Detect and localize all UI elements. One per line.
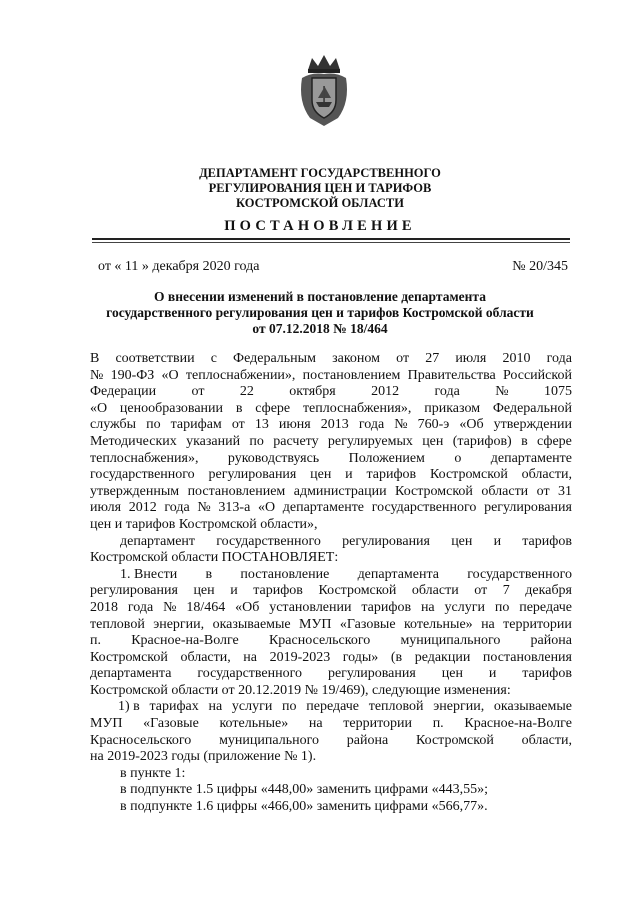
word: года — [434, 384, 460, 400]
word: по — [494, 599, 510, 615]
word: Красносельского — [90, 732, 192, 748]
word: Костромской — [429, 467, 508, 483]
word: энергии, — [433, 699, 485, 715]
word: тарифов — [522, 533, 572, 549]
word: администрации — [293, 483, 387, 499]
word: в — [235, 400, 243, 416]
body-line — [90, 650, 572, 667]
word: района — [346, 732, 389, 748]
word: по — [146, 417, 161, 433]
word: Федерации — [90, 384, 157, 400]
body-line — [90, 617, 572, 634]
word: департамента — [90, 666, 172, 682]
word: Костромской — [395, 483, 473, 499]
word: тепловой — [90, 616, 145, 632]
word: территории — [343, 716, 413, 732]
word: цен — [422, 433, 444, 449]
word: котельные» — [403, 616, 473, 632]
word: теплоснабжения», — [302, 400, 412, 416]
body-line: цен и тарифов Костромской области», — [90, 516, 318, 532]
word: Красное-на-Волге — [131, 633, 239, 649]
word: п. — [432, 716, 444, 732]
body-line: Костромской области ПОСТАНОВЛЯЕТ: — [90, 550, 339, 566]
body-line — [90, 600, 572, 617]
word: постановлением — [302, 367, 401, 383]
word: (в — [390, 649, 403, 665]
word: Методических — [90, 433, 177, 449]
word: тарифов — [366, 467, 417, 483]
word: от — [191, 384, 205, 400]
body-line — [90, 368, 572, 385]
body-line — [90, 384, 572, 401]
word: постановления — [482, 649, 572, 665]
word: 2019-2023 — [269, 649, 331, 665]
department-name — [0, 166, 640, 211]
paragraph-subitem-1 — [90, 699, 572, 765]
word: от — [396, 351, 410, 366]
word: июля — [455, 351, 487, 366]
word: 31 — [558, 483, 572, 499]
document-date: от « 11 » декабря 2020 года — [98, 259, 260, 274]
word: департамент — [120, 533, 196, 549]
word: на — [481, 616, 495, 632]
document-number: № 20/345 — [512, 259, 568, 274]
word: о — [454, 450, 462, 466]
body-line — [90, 534, 572, 551]
body-line — [90, 500, 572, 517]
word: Костромской — [415, 732, 494, 748]
word: года — [127, 599, 154, 615]
document-type-title: ПОСТАНОВЛЕНИЕ — [224, 218, 416, 234]
word: на — [243, 649, 258, 665]
word: № — [394, 417, 408, 433]
word: 2010 — [502, 351, 531, 366]
word: на — [420, 599, 435, 615]
word: по — [249, 433, 264, 449]
word: сфере — [255, 400, 291, 416]
word: цен — [193, 583, 215, 599]
word: 7 — [502, 583, 510, 599]
word: года — [546, 351, 572, 366]
word: № — [197, 500, 211, 516]
word: ценообразовании — [119, 400, 224, 416]
word: от — [231, 417, 245, 433]
word: Федеральной — [492, 400, 572, 416]
word: регулирования — [208, 467, 297, 483]
word: 1) в — [118, 699, 140, 715]
word: Российской — [502, 367, 572, 383]
word: «Об — [459, 417, 484, 433]
word: года — [358, 417, 385, 433]
body-line: Костромской области от 20.12.2019 № 19/469), следующие изменения: — [90, 682, 511, 698]
body-line — [90, 467, 572, 484]
word: руководствуясь — [227, 450, 320, 466]
body-line — [90, 484, 572, 501]
word: 1. Внести — [120, 566, 178, 582]
word: цен — [441, 666, 463, 682]
word: передаче — [519, 599, 572, 615]
header-rule-thick — [92, 238, 570, 240]
word: 313-а — [218, 500, 251, 516]
document-body — [90, 351, 572, 816]
subject-line-3: от 07.12.2018 № 18/464 — [252, 321, 388, 336]
coat-of-arms-icon — [296, 52, 352, 128]
word: муниципального — [400, 633, 501, 649]
body-line — [90, 434, 572, 451]
word: департамента — [357, 566, 439, 582]
word: 27 — [425, 351, 440, 366]
word: «О — [257, 500, 276, 516]
word: 2012 — [128, 500, 157, 516]
word: котельные» — [219, 716, 289, 732]
word: декабря — [525, 583, 572, 599]
word: 22 — [239, 384, 254, 400]
word: 2018 — [90, 599, 118, 615]
word: регулирования — [342, 533, 430, 549]
word: Федеральным — [233, 351, 316, 366]
word: по — [282, 699, 297, 715]
body-line — [90, 583, 572, 600]
word: № — [163, 599, 177, 615]
word: области, — [180, 649, 231, 665]
word: 18/464 — [186, 599, 226, 615]
word: области, — [521, 467, 572, 483]
word: июня — [278, 417, 311, 433]
word: тарифов — [361, 599, 412, 615]
word: регулируемых — [327, 433, 413, 449]
word: услуги — [231, 699, 273, 715]
date-number-line — [98, 259, 568, 275]
word: 2012 — [371, 384, 400, 400]
word: «Об — [235, 599, 260, 615]
item-subpoint-1-6: в подпункте 1.6 цифры «466,00» заменить цифрами «566,77». — [120, 799, 488, 815]
word: от — [474, 583, 488, 599]
subject-line-1: О внесении изменений в постановление департамента — [154, 289, 486, 304]
word: установлении — [269, 599, 352, 615]
word: Костромской — [90, 649, 168, 665]
word: государственного — [371, 500, 477, 516]
word: с — [210, 351, 217, 366]
word: Красное-на-Волге — [464, 716, 572, 732]
paragraph-resolves — [90, 534, 572, 567]
body-line — [90, 633, 572, 650]
paragraph-item-1 — [90, 567, 572, 700]
word: В — [90, 351, 100, 366]
body-line — [90, 451, 572, 468]
department-line-2: РЕГУЛИРОВАНИЯ ЦЕН И ТАРИФОВ — [208, 181, 432, 195]
word: утверждении — [493, 417, 572, 433]
word: № — [495, 384, 509, 400]
word: законом — [332, 351, 380, 366]
word: указаний — [186, 433, 241, 449]
word: тарифам — [170, 417, 222, 433]
word: октября — [289, 384, 336, 400]
body-line — [90, 699, 572, 716]
word: энергии, — [153, 616, 205, 632]
word: тарифов — [253, 583, 303, 599]
word: оказываемые — [493, 699, 572, 715]
word: июля — [90, 500, 122, 516]
word: года — [164, 500, 190, 516]
subject-line-2: государственного регулирования цен и тарифов Костромской области — [106, 305, 534, 320]
word: оказываемые — [212, 616, 291, 632]
word: передаче — [306, 699, 360, 715]
word: и — [230, 583, 238, 599]
word: муниципального — [219, 732, 319, 748]
word: теплоснабжения», — [90, 450, 199, 466]
word: департаменте — [490, 450, 572, 466]
item-subpoint-1-5: в подпункте 1.5 цифры «448,00» заменить цифрами «443,55»; — [120, 782, 489, 798]
word: регулирования — [90, 583, 178, 599]
body-line — [90, 733, 572, 750]
word: регулирования — [327, 666, 416, 682]
word: приказом — [424, 400, 481, 416]
word: Положением — [348, 450, 425, 466]
word: Правительства — [407, 367, 496, 383]
word: 760-э — [417, 417, 450, 433]
word: МУП — [90, 716, 123, 732]
word: области — [411, 583, 459, 599]
word: территории — [503, 616, 572, 632]
word: № — [90, 367, 104, 383]
word: государственного — [216, 533, 321, 549]
word: на — [308, 716, 323, 732]
department-line-1: ДЕПАРТАМЕНТ ГОСУДАРСТВЕННОГО — [199, 166, 441, 180]
item-point-1: в пункте 1: — [120, 765, 186, 781]
word: п. — [90, 633, 101, 649]
word: на — [208, 699, 223, 715]
body-line — [90, 417, 572, 434]
word: 1075 — [543, 384, 572, 400]
word: тарифов — [522, 666, 572, 682]
word: департаменте — [282, 500, 365, 516]
body-line — [90, 567, 572, 584]
word: утвержденным — [90, 483, 180, 499]
word: и — [345, 467, 353, 483]
word: «Газовые — [143, 716, 199, 732]
word: расчету — [273, 433, 319, 449]
word: МУП — [299, 616, 332, 632]
word: «О — [90, 400, 108, 416]
word: «Газовые — [339, 616, 396, 632]
word: государственного — [197, 666, 303, 682]
word: регулирования — [484, 500, 572, 516]
word: теплоснабжении», — [185, 367, 296, 383]
body-line: на 2019-2023 годы (приложение № 1). — [90, 749, 317, 765]
word: службы — [90, 417, 137, 433]
header-rule-thin — [92, 242, 570, 243]
word: «О — [161, 367, 179, 383]
body-line — [90, 716, 572, 733]
word: в — [521, 433, 528, 449]
word: сфере — [537, 433, 572, 449]
word: цен — [310, 467, 332, 483]
paragraph-legal-basis — [90, 351, 572, 534]
word: области, — [521, 732, 572, 748]
document-subject — [0, 289, 640, 337]
word: редакции — [414, 649, 471, 665]
word: государственного — [90, 467, 195, 483]
word: области — [481, 483, 529, 499]
word: (тарифов) — [452, 433, 512, 449]
word: тарифах — [149, 699, 199, 715]
word: Костромской — [318, 583, 397, 599]
word: государственного — [467, 566, 572, 582]
body-line — [90, 401, 572, 418]
word: услуги — [444, 599, 485, 615]
department-line-3: КОСТРОМСКОЙ ОБЛАСТИ — [236, 196, 404, 210]
word: тепловой — [368, 699, 424, 715]
word: 13 — [254, 417, 269, 433]
word: и — [488, 666, 497, 682]
word: 2013 — [320, 417, 349, 433]
word: и — [493, 533, 502, 549]
word: 190-ФЗ — [110, 367, 155, 383]
body-line — [90, 666, 572, 683]
word: постановлением — [187, 483, 286, 499]
word: района — [530, 633, 572, 649]
body-line — [90, 351, 572, 368]
word: постановление — [240, 566, 330, 582]
word: годы» — [342, 649, 379, 665]
word: соответствии — [115, 351, 195, 366]
word: в — [205, 566, 213, 582]
word: цен — [451, 533, 473, 549]
word: Красносельского — [268, 633, 371, 649]
word: от — [536, 483, 550, 499]
